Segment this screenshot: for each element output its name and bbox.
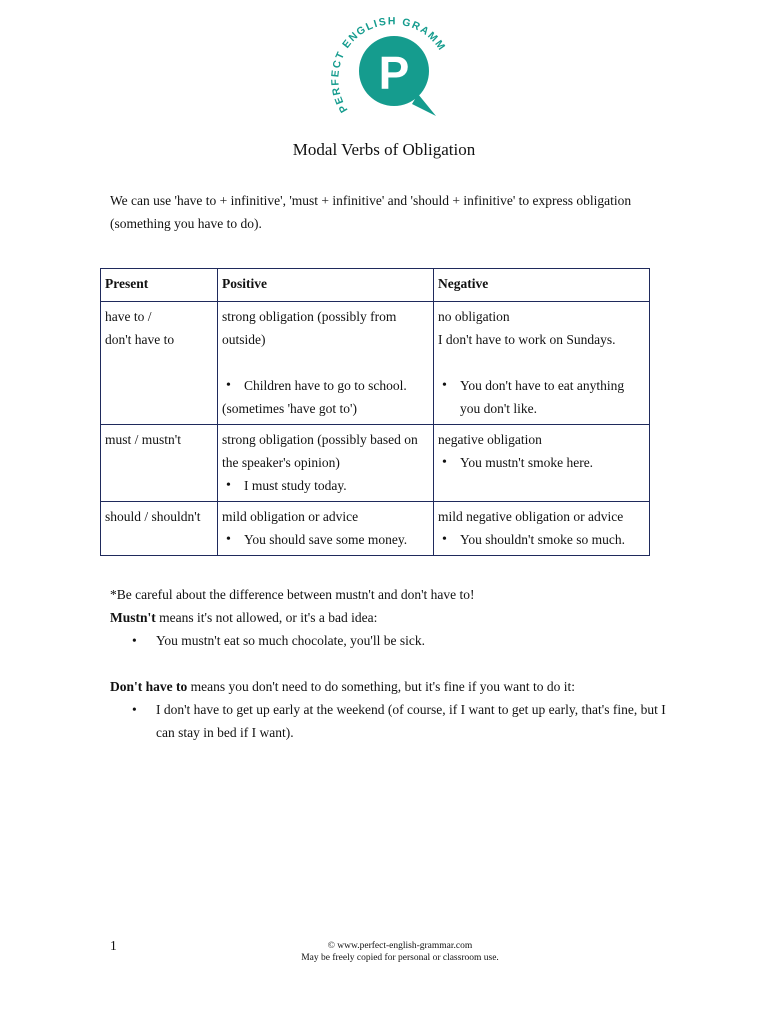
license-text: May be freely copied for personal or classroom use. bbox=[301, 953, 499, 963]
table-row bbox=[101, 302, 650, 425]
list-item: • I don't have to get up early at the weekend (of course, if I want to get up early, that's fine, but I can stay in bed if I want). bbox=[110, 698, 670, 744]
header-positive: Positive bbox=[218, 269, 434, 302]
bullet-item: • You shouldn't smoke so much. bbox=[438, 528, 645, 551]
negative-cell: negative obligation • You mustn't smoke here. bbox=[434, 425, 650, 502]
logo bbox=[326, 14, 446, 126]
page-footer bbox=[200, 940, 600, 964]
careful-note: *Be careful about the difference between mustn't and don't have to! bbox=[110, 587, 475, 602]
dont-have-to-term: Don't have to bbox=[110, 679, 188, 694]
list-item: • You mustn't eat so much chocolate, you'll be sick. bbox=[110, 629, 670, 652]
dont-have-to-definition: Don't have to means you don't need to do something, but it's fine if you want to do it: bbox=[110, 679, 575, 694]
mustnt-examples bbox=[110, 629, 670, 652]
header-negative: Negative bbox=[434, 269, 650, 302]
modal-verbs-table bbox=[100, 268, 650, 556]
bullet-item: • Children have to go to school. bbox=[222, 374, 429, 397]
bullet-item: • You don't have to eat anything you don't like. bbox=[438, 374, 645, 420]
copyright-text: © www.perfect-english-grammar.com bbox=[327, 941, 473, 951]
mustnt-term: Mustn't bbox=[110, 610, 156, 625]
logo-arc-text: PERFECT ENGLISH GRAM bbox=[329, 15, 441, 115]
positive-cell: mild obligation or advice • You should save some money. bbox=[218, 502, 434, 556]
page-number: 1 bbox=[110, 938, 117, 953]
table-row bbox=[101, 425, 650, 502]
table-header-row bbox=[101, 269, 650, 302]
intro-paragraph: We can use 'have to + infinitive', 'must + infinitive' and 'should + infinitive' to express obligation (something you have to do). bbox=[110, 193, 632, 231]
positive-cell: strong obligation (possibly from outside) • Children have to go to school. (sometimes 'have got to') bbox=[218, 302, 434, 425]
logo-letter: P bbox=[378, 47, 410, 99]
dont-have-to-examples bbox=[110, 698, 670, 744]
present-cell: must / mustn't bbox=[101, 425, 218, 502]
negative-cell: mild negative obligation or advice • You shouldn't smoke so much. bbox=[434, 502, 650, 556]
usage-notes bbox=[110, 583, 670, 744]
positive-cell: strong obligation (possibly based on the speaker's opinion) • I must study today. bbox=[218, 425, 434, 502]
bullet-item: • You mustn't smoke here. bbox=[438, 451, 645, 474]
page-title: Modal Verbs of Obligation bbox=[292, 140, 476, 159]
present-cell: have to / don't have to bbox=[101, 302, 218, 425]
present-cell: should / shouldn't bbox=[101, 502, 218, 556]
table-row bbox=[101, 502, 650, 556]
header-present: Present bbox=[101, 269, 218, 302]
bullet-item: • I must study today. bbox=[222, 474, 429, 497]
bullet-item: • You should save some money. bbox=[222, 528, 429, 551]
negative-cell: no obligation I don't have to work on Sundays. • You don't have to eat anything you don't like. bbox=[434, 302, 650, 425]
mustnt-definition: Mustn't means it's not allowed, or it's a bad idea: bbox=[110, 610, 378, 625]
